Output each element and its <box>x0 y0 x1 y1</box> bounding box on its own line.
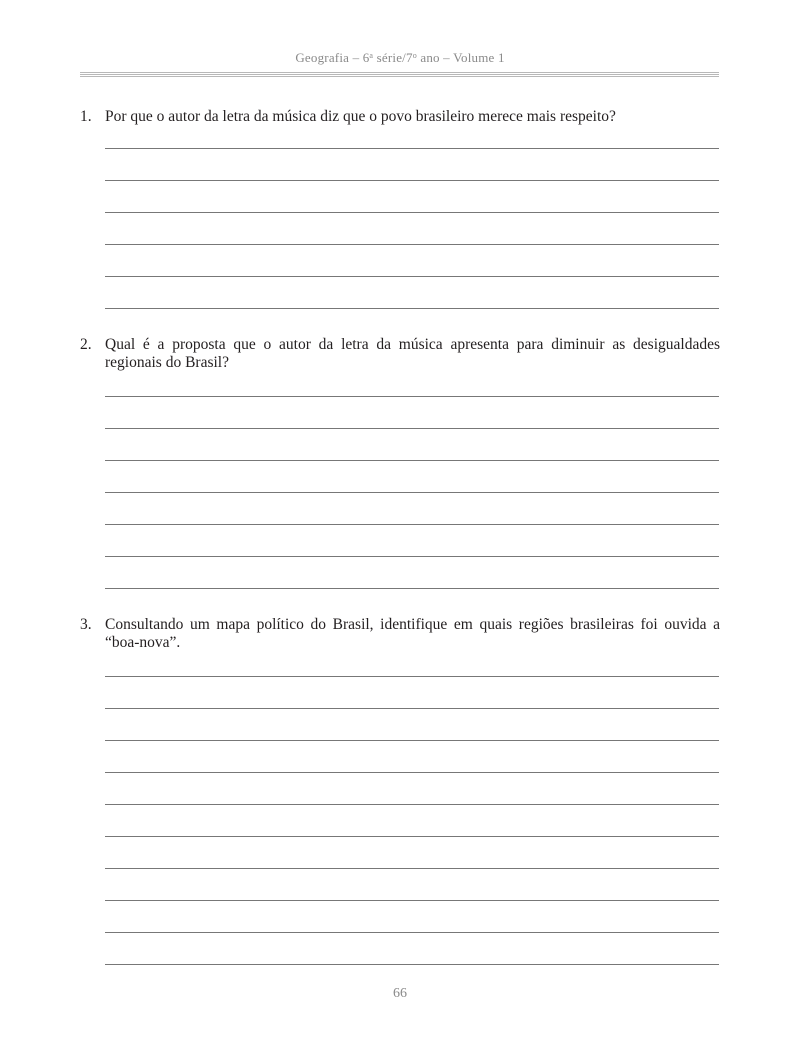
answer-line[interactable] <box>105 804 719 805</box>
answer-line[interactable] <box>105 740 719 741</box>
question-3 <box>80 616 720 652</box>
running-header <box>0 50 800 66</box>
header-grade-word: série/7 <box>376 50 413 65</box>
answer-line[interactable] <box>105 708 719 709</box>
header-dash: – <box>352 50 360 65</box>
answer-line[interactable] <box>105 492 719 493</box>
question-2 <box>80 336 720 372</box>
answer-line[interactable] <box>105 556 719 557</box>
answer-line[interactable] <box>105 676 719 677</box>
answer-line[interactable] <box>105 868 719 869</box>
question-number: 1. <box>80 108 92 125</box>
answer-line[interactable] <box>105 428 719 429</box>
answer-line[interactable] <box>105 588 719 589</box>
header-subject: Geografia <box>295 50 350 65</box>
header-rule <box>80 74 719 75</box>
header-grade-number: 6 <box>362 50 370 65</box>
answer-line[interactable] <box>105 964 719 965</box>
answer-line[interactable] <box>105 212 719 213</box>
question-1 <box>80 108 720 126</box>
question-number: 2. <box>80 336 92 353</box>
answer-line[interactable] <box>105 276 719 277</box>
answer-line[interactable] <box>105 772 719 773</box>
header-year-superscript: o <box>412 51 417 60</box>
header-rule <box>80 72 719 73</box>
answer-line[interactable] <box>105 460 719 461</box>
answer-line[interactable] <box>105 836 719 837</box>
header-volume: ano – Volume 1 <box>420 50 505 65</box>
answer-line[interactable] <box>105 180 719 181</box>
page-number: 66 <box>393 986 407 1001</box>
answer-line[interactable] <box>105 900 719 901</box>
question-text: Qual é a proposta que o autor da letra da música apresenta para diminuir as desigualdades regionais do Brasil? <box>105 336 720 371</box>
question-text: Consultando um mapa político do Brasil, identifique em quais regiões brasileiras foi ouvida a “boa-nova”. <box>105 616 720 651</box>
header-grade-superscript: a <box>369 51 374 60</box>
answer-line[interactable] <box>105 932 719 933</box>
answer-line[interactable] <box>105 396 719 397</box>
question-number: 3. <box>80 616 92 633</box>
answer-line[interactable] <box>105 244 719 245</box>
header-rule <box>80 76 719 77</box>
answer-line[interactable] <box>105 524 719 525</box>
answer-line[interactable] <box>105 308 719 309</box>
question-text: Por que o autor da letra da música diz que o povo brasileiro merece mais respeito? <box>105 108 616 125</box>
answer-line[interactable] <box>105 148 719 149</box>
